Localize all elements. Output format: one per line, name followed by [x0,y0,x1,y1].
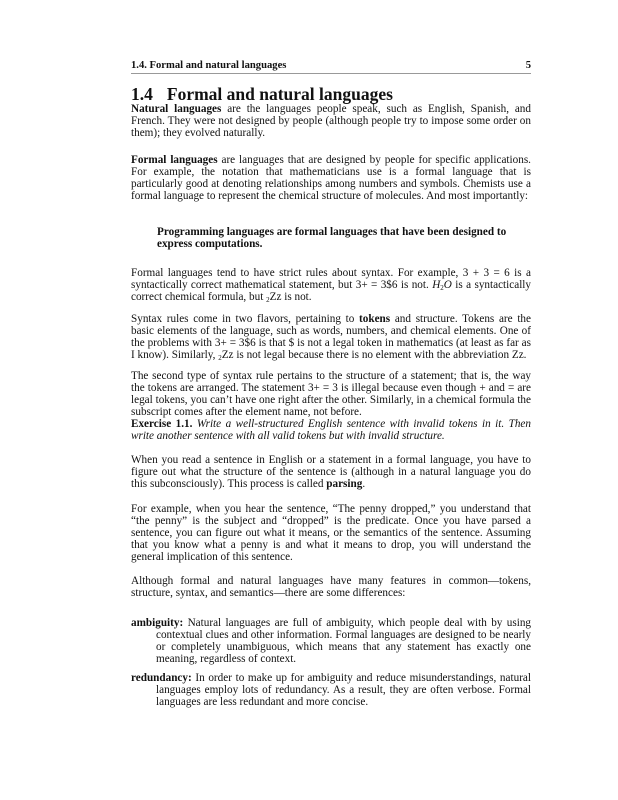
paragraph-tokens [131,313,531,361]
text: . [362,478,366,491]
paragraph-syntax [131,267,531,303]
paragraph-example [131,503,531,563]
definition-ambiguity [131,617,531,665]
text: Syntax rules come in two flavors, pertaining to [131,313,360,325]
definition-text: Natural languages are full of ambiguity, which people deal with by using contextual clues and other information. Formal languages are designed to be nearly or completely unambiguous, which means that any statement has exactly one meaning, regardless of context. [156,617,532,666]
exercise-text: Write a well-structured English sentence with invalid tokens in it. Then write another sentence with all valid tokens but with invalid structure. [131,418,531,443]
text: are the languages people speak, such as English, Spanish, and French. They were not designed by people (although people try to impose some order on them); they evolved naturally. [131,103,531,140]
term-formal-languages: Formal languages [131,154,218,166]
text: Zz is not legal because there is no element with the abbreviation Zz. [221,349,527,362]
formula-o: O [443,279,452,292]
paragraph-structure [131,370,531,443]
section-title-text: Formal and natural languages [166,84,393,104]
running-header [131,60,531,71]
paragraph-natural-languages [131,103,531,139]
exercise-label: Exercise 1.1. [131,418,193,431]
text: Formal languages tend to have strict rules about syntax. For example, 3 + 3 = 6 is a syntactically correct mathematical statement, but 3+ = 3$6 is not. [131,267,531,292]
definition-term: ambiguity: [131,617,184,629]
text: are languages that are designed by people for specific applications. For example, the notation that mathematicians use is a formal language that is particularly good at denoting relationships among numbers and symbols. Chemists use a formal language to represent the chemical structure of molecules. And most importantly: [131,154,531,203]
running-header-section: 1.4. Formal and natural languages [131,60,287,71]
page-number: 5 [525,60,531,71]
text: For example, when you hear the sentence, “The penny dropped,” you understand that “the penny” is the subject and “dropped” is the predicate. Once you have parsed a sentence, you can figure out what it means, or the semantics of the sentence. Assuming that you know what a penny is and what it means to drop, you will understand the general implication of this sentence. [131,503,531,564]
subscript: 2 [440,284,444,293]
definition-redundancy [131,672,531,708]
quote-programming-languages: Programming languages are formal languages that have been designed to express computations. [157,226,507,251]
term-natural-languages: Natural languages [131,103,222,115]
section-title [131,84,393,105]
subscript: 2 [266,296,270,305]
paragraph-formal-languages [131,154,531,202]
section-number: 1.4 [131,84,153,104]
text: Zz is not. [269,291,312,304]
text: Although formal and natural languages have many features in common—tokens, structure, syntax, and semantics—there are some differences: [131,575,531,600]
paragraph-parsing [131,454,531,490]
definition-term: redundancy: [131,672,192,684]
definition-text: In order to make up for ambiguity and reduce misunderstandings, natural languages employ lots of redundancy. As a result, they are often verbose. Formal languages are less redundant and more concise. [156,672,531,709]
header-rule [131,73,531,74]
subscript: 2 [218,354,222,363]
formula-h: H [432,279,441,292]
term-tokens: tokens [359,313,391,325]
text: and structure. Tokens are the basic elements of the language, such as words, numbers, and chemical elements. One of the problems with 3+ = 3$6 is that $ is not a legal token in mathematics (at least as far as I know). Similarly, [131,313,531,362]
term-parsing: parsing [326,478,363,491]
text: When you read a sentence in English or a statement in a formal language, you have to figure out what the structure of the sentence is (although in a natural language you do this subconsciously). This process is called [131,454,531,491]
paragraph-differences [131,575,531,599]
text: The second type of syntax rule pertains to the structure of a statement; that is, the way the tokens are arranged. The statement 3+ = 3 is illegal because even though + and = are legal tokens, you can’t have one right after the other. Similarly, in a chemical formula the subscript comes after the element name, not before. [131,370,531,419]
text: is a syntactically correct chemical formula, but [131,279,532,304]
